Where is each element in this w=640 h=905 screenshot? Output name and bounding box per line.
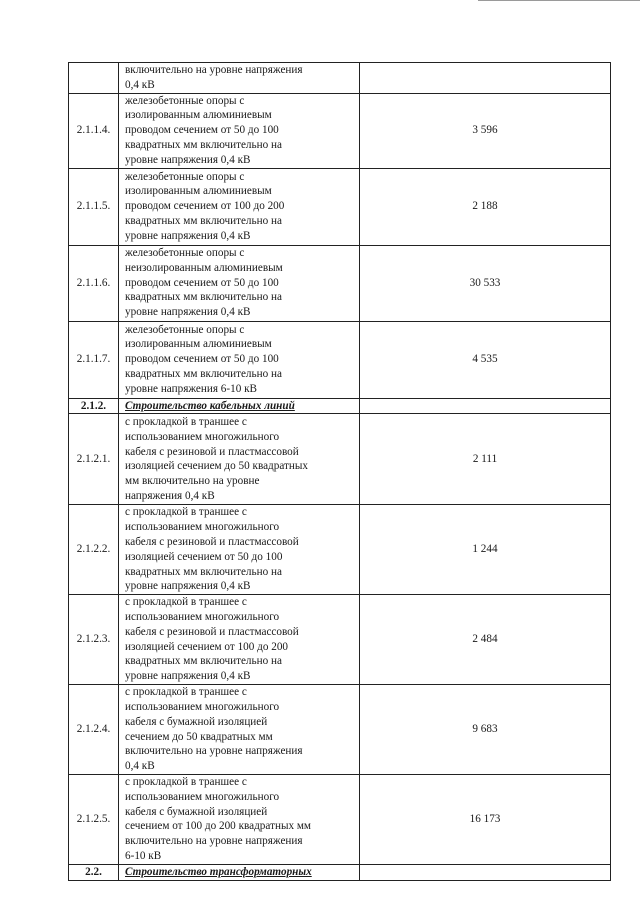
row-number: 2.1.2.2.: [69, 505, 119, 595]
row-value: 1 244: [360, 505, 611, 595]
row-value: [360, 864, 611, 880]
description-line: использованием многожильного: [125, 700, 280, 713]
description-line: квадратных мм включительно на: [125, 214, 282, 227]
table-row: [69, 505, 611, 595]
description-line: уровне напряжения 6-10 кВ: [125, 382, 258, 395]
section-row: [69, 864, 611, 880]
description-line: уровне напряжения 0,4 кВ: [125, 670, 251, 683]
row-description: [119, 321, 360, 398]
row-number: 2.1.2.5.: [69, 774, 119, 864]
row-value: 2 111: [360, 414, 611, 505]
description-line: квадратных мм включительно на: [125, 291, 282, 304]
row-description: [119, 505, 360, 595]
description-line: изоляцией сечением до 50 квадратных: [125, 460, 308, 473]
description-line: железобетонные опоры с: [125, 170, 245, 183]
description-line: кабеля с бумажной изоляцией: [125, 805, 268, 818]
description-line: проводом сечением от 100 до 200: [125, 200, 285, 213]
section-title: Строительство трансформаторных: [119, 864, 360, 880]
description-line: включительно на уровне напряжения: [125, 64, 303, 76]
description-line: изолированным алюминиевым: [125, 185, 272, 198]
description-line: кабеля с бумажной изоляцией: [125, 715, 268, 728]
description-line: кабеля с резиновой и пластмассовой: [125, 535, 299, 548]
description-line: проводом сечением от 50 до 100: [125, 353, 279, 366]
table-row: [69, 168, 611, 245]
row-description: [119, 414, 360, 505]
row-value: 3 596: [360, 93, 611, 168]
row-description: [119, 595, 360, 685]
description-line: использованием многожильного: [125, 790, 280, 803]
row-value: 4 535: [360, 321, 611, 398]
section-number: 2.1.2.: [69, 398, 119, 414]
description-line: использованием многожильного: [125, 611, 280, 624]
row-number: 2.1.1.7.: [69, 321, 119, 398]
tariff-table-body: [69, 63, 611, 881]
row-number: [69, 63, 119, 94]
table-row: [69, 414, 611, 505]
row-description: [119, 93, 360, 168]
description-line: напряжения 0,4 кВ: [125, 489, 215, 502]
description-line: 0,4 кВ: [125, 78, 155, 91]
description-line: квадратных мм включительно на: [125, 565, 282, 578]
row-value: 16 173: [360, 774, 611, 864]
description-line: сечением от 100 до 200 квадратных мм: [125, 820, 312, 833]
table-row: [69, 93, 611, 168]
description-line: изоляцией сечением от 50 до 100: [125, 550, 283, 563]
description-line: с прокладкой в траншее с: [125, 596, 247, 609]
section-number: 2.2.: [69, 864, 119, 880]
description-line: уровне напряжения 0,4 кВ: [125, 153, 251, 166]
description-line: изоляцией сечением от 100 до 200: [125, 640, 289, 653]
row-value: 2 188: [360, 168, 611, 245]
description-line: с прокладкой в траншее с: [125, 415, 247, 428]
description-line: использованием многожильного: [125, 521, 280, 534]
description-line: проводом сечением от 50 до 100: [125, 124, 279, 137]
row-number: 2.1.1.6.: [69, 245, 119, 321]
description-line: изолированным алюминиевым: [125, 338, 272, 351]
description-line: 6-10 кВ: [125, 850, 162, 863]
description-line: включительно на уровне напряжения: [125, 835, 303, 848]
description-line: железобетонные опоры с: [125, 247, 245, 260]
table-row: [69, 685, 611, 775]
section-title: Строительство кабельных линий: [119, 398, 360, 414]
description-line: квадратных мм включительно на: [125, 138, 282, 151]
description-line: изолированным алюминиевым: [125, 109, 272, 122]
table-row: [69, 321, 611, 398]
description-line: железобетонные опоры с: [125, 323, 245, 336]
row-number: 2.1.2.4.: [69, 685, 119, 775]
row-value: [360, 398, 611, 414]
row-description: [119, 168, 360, 245]
row-value: [360, 63, 611, 94]
description-line: 0,4 кВ: [125, 760, 155, 773]
row-number: 2.1.2.3.: [69, 595, 119, 685]
row-description: [119, 245, 360, 321]
tariff-table: [68, 62, 611, 881]
description-line: использованием многожильного: [125, 430, 280, 443]
row-value: 9 683: [360, 685, 611, 775]
section-row: [69, 398, 611, 414]
description-line: сечением до 50 квадратных мм: [125, 730, 273, 743]
row-description: [119, 774, 360, 864]
row-description: [119, 63, 360, 94]
row-value: 2 484: [360, 595, 611, 685]
scan-edge-mark: [478, 0, 640, 1]
table-row: [69, 63, 611, 94]
description-line: кабеля с резиновой и пластмассовой: [125, 625, 299, 638]
description-line: железобетонные опоры с: [125, 94, 245, 107]
description-line: квадратных мм включительно на: [125, 655, 282, 668]
row-value: 30 533: [360, 245, 611, 321]
description-line: проводом сечением от 50 до 100: [125, 276, 279, 289]
table-row: [69, 245, 611, 321]
description-line: с прокладкой в траншее с: [125, 776, 247, 789]
description-line: уровне напряжения 0,4 кВ: [125, 229, 251, 242]
description-line: уровне напряжения 0,4 кВ: [125, 580, 251, 593]
row-description: [119, 685, 360, 775]
description-line: с прокладкой в траншее с: [125, 506, 247, 519]
row-number: 2.1.1.4.: [69, 93, 119, 168]
description-line: с прокладкой в траншее с: [125, 686, 247, 699]
table-row: [69, 774, 611, 864]
description-line: неизолированным алюминиевым: [125, 261, 283, 274]
description-line: включительно на уровне напряжения: [125, 745, 303, 758]
description-line: квадратных мм включительно на: [125, 367, 282, 380]
description-line: мм включительно на уровне: [125, 475, 260, 488]
table-row: [69, 595, 611, 685]
description-line: уровне напряжения 0,4 кВ: [125, 306, 251, 319]
row-number: 2.1.2.1.: [69, 414, 119, 505]
description-line: кабеля с резиновой и пластмассовой: [125, 445, 299, 458]
row-number: 2.1.1.5.: [69, 168, 119, 245]
